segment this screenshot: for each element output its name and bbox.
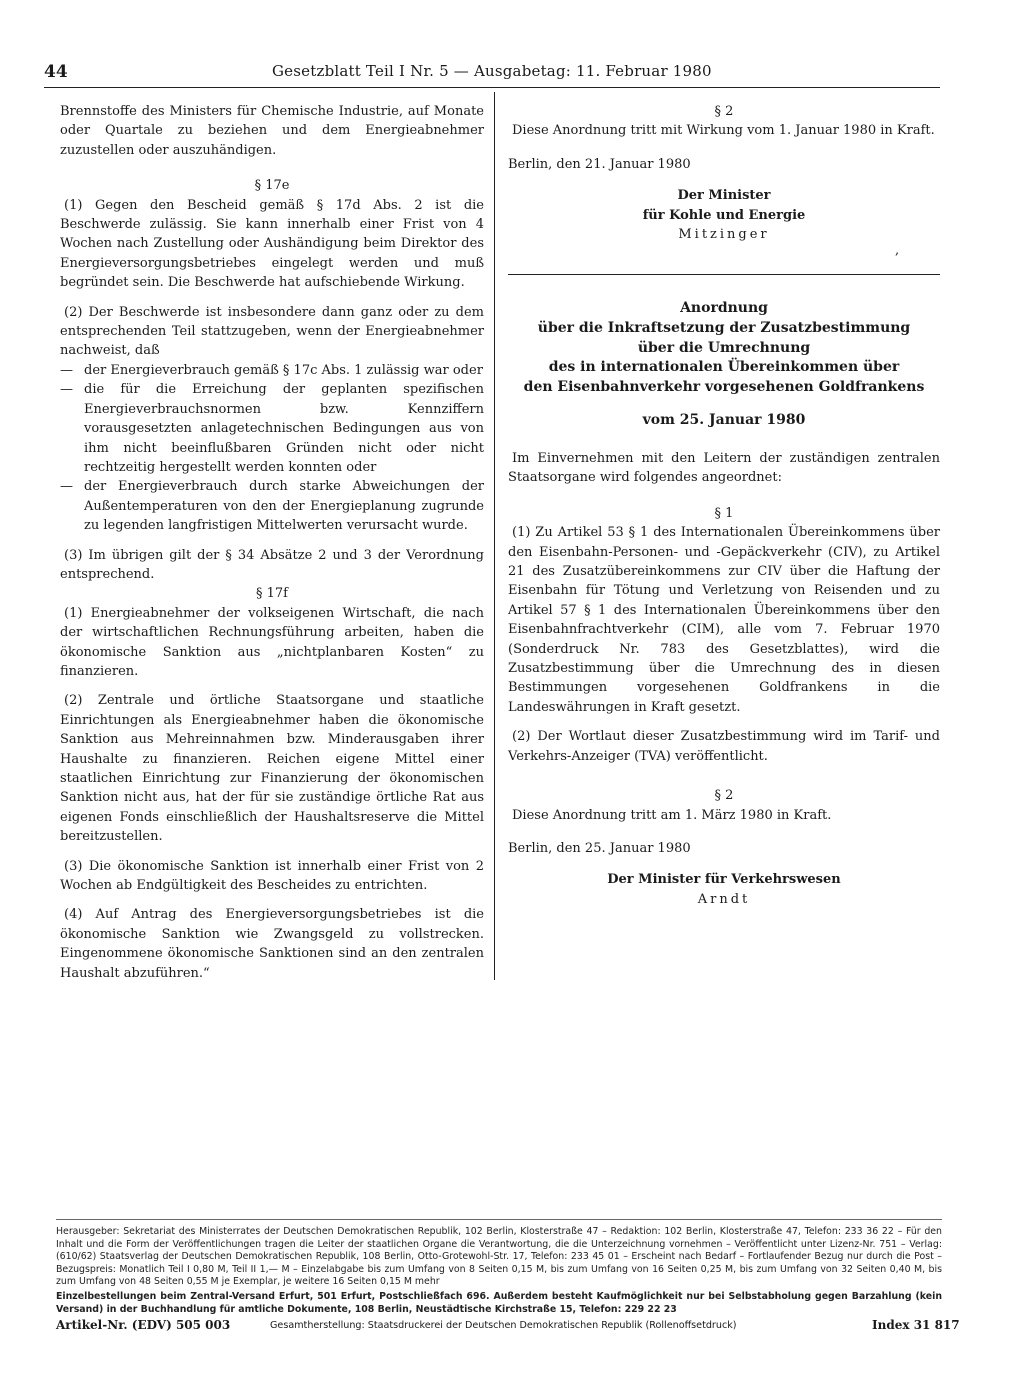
ordinance-title-line: Anordnung	[680, 300, 768, 317]
signature-title: Der Minister	[677, 188, 771, 204]
stray-mark: ,	[895, 243, 900, 258]
paragraph-17f-1: (1) Energieabnehmer der volkseigenen Wirtschaft, die nach der wirtschaftlichen Rechnungsführung arbeiten, haben die ökonomische Sanktion aus „nichtplanbaren Kosten“ zu finanzieren.	[60, 605, 484, 679]
section-heading-1: § 1	[714, 505, 734, 521]
ordinance-date: vom 25. Januar 1980	[642, 412, 806, 429]
signatory-name: Arndt	[697, 891, 751, 907]
running-header: Gesetzblatt Teil I Nr. 5 — Ausgabetag: 11. Februar 1980	[272, 62, 712, 80]
order-info: Einzelbestellungen beim Zentral-Versand Erfurt, 501 Erfurt, Postschließfach 696. Außerdem besteht Kaufmöglichkeit nur bei Selbstabholung gegen Barzahlung (kein Versand) in der Buchhandlung für amtliche Dokumente, 108 Berlin, Neustädtische Kirchstraße 15, Telefon: 229 22 23	[56, 1290, 942, 1315]
article-number: Artikel-Nr. (EDV) 505 003	[56, 1318, 231, 1332]
effective-date-paragraph: Diese Anordnung tritt mit Wirkung vom 1. Januar 1980 in Kraft.	[512, 123, 935, 139]
paragraph-17f-4: (4) Auf Antrag des Energieversorgungsbetriebes ist die ökonomische Sanktion wie Zwangsgeld zu vollstrecken. Eingenommene ökonomische Sanktionen sind an den zentralen Haushalt abzuführen.“	[60, 907, 484, 981]
section-heading-17e: § 17e	[254, 178, 290, 194]
paragraph-17e-2: (2) Der Beschwerde ist insbesondere dann ganz oder zu dem entsprechenden Teil stattzugeben, wenn der Energieabnehmer nachweist, daß	[60, 304, 484, 359]
printer-info: Gesamtherstellung: Staatsdruckerei der Deutschen Demokratischen Republik (Rollenoffsetdruck)	[270, 1320, 737, 1331]
paragraph-17e-1: (1) Gegen den Bescheid gemäß § 17d Abs. 2 ist die Beschwerde zulässig. Sie kann innerhalb einer Frist von 4 Wochen nach Zustellung oder Aushändigung beim Direktor des Energieversorgungsbetriebes eingelegt werden und muß begründet sein. Die Beschwerde hat aufschiebende Wirkung.	[60, 197, 484, 291]
place-date: Berlin, den 21. Januar 1980	[508, 156, 691, 172]
effective-date-paragraph: Diese Anordnung tritt am 1. März 1980 in Kraft.	[512, 807, 832, 823]
right-column	[508, 102, 940, 909]
ordinance-title-line: des in internationalen Übereinkommen über	[548, 359, 900, 376]
imprint-block	[56, 1226, 942, 1316]
paragraph-1-1: (1) Zu Artikel 53 § 1 des Internationalen Übereinkommens über den Eisenbahn-Personen- und -Gepäckverkehr (CIV), zu Artikel 21 des Zusatzübereinkommens zur CIV über die Haftung der Eisenbahn für Tötung und Verletzung von Reisenden und zu Artikel 57 § 1 des Internationalen Übereinkommens über den Eisenbahnfrachtverkehr (CIM), alle vom 7. Februar 1970 (Sonderdruck Nr. 783 des Gesetzblattes), wird die Zusatzbestimmung über die Umrechnung des in diesen Bestimmungen vorgesehenen Goldfrankens in die Landeswährungen in Kraft gesetzt.	[508, 525, 940, 715]
place-date: Berlin, den 25. Januar 1980	[508, 840, 691, 856]
paragraph-17e-3: (3) Im übrigen gilt der § 34 Absätze 2 und 3 der Verordnung entsprechend.	[60, 547, 484, 582]
paragraph-1-2: (2) Der Wortlaut dieser Zusatzbestimmung wird im Tarif- und Verkehrs-Anzeiger (TVA) veröffentlicht.	[508, 729, 940, 764]
left-column	[60, 102, 484, 983]
header-rule	[44, 87, 940, 88]
dash-item: — die für die Erreichung der geplanten spezifischen Energieverbrauchsnormen bzw. Kennziffern vorausgesetzten anlagetechnischen Bedingungen aus von ihm nicht beeinflußbaren Gründen nicht oder nicht rechtzeitig hergestellt werden konnten oder	[60, 382, 484, 475]
dash-item: — der Energieverbrauch gemäß § 17c Abs. 1 zulässig war oder	[60, 362, 483, 378]
section-heading-17f: § 17f	[256, 586, 288, 602]
signature-title: für Kohle und Energie	[642, 207, 806, 223]
footer-rule	[56, 1219, 942, 1220]
page-number: 44	[44, 62, 68, 82]
index-number: Index 31 817	[872, 1318, 960, 1332]
preamble: Im Einvernehmen mit den Leitern der zuständigen zentralen Staatsorgane wird folgendes angeordnet:	[508, 451, 940, 486]
paragraph-17f-3: (3) Die ökonomische Sanktion ist innerhalb einer Frist von 2 Wochen ab Endgültigkeit des Bescheides zu entrichten.	[60, 858, 484, 894]
ordinance-title-line: über die Inkraftsetzung der Zusatzbestimmung	[537, 320, 911, 337]
ordinance-title-line: den Eisenbahnverkehr vorgesehenen Goldfrankens	[523, 378, 925, 395]
intro-paragraph: Brennstoffe des Ministers für Chemische Industrie, auf Monate oder Quartale zu beziehen und dem Energieabnehmer zuzustellen oder auszuhändigen.	[60, 104, 484, 158]
imprint-text: Herausgeber: Sekretariat des Ministerrates der Deutschen Demokratischen Republik, 102 Berlin, Klosterstraße 47 – Redaktion: 102 Berlin, Klosterstraße 47, Telefon: 233 36 22 – Für den Inhalt und die Form der Veröffentlichungen tragen die Leiter der staatlichen Organe die Verantwortung, die die Unterzeichnung vornehmen – Veröffentlicht unter Lizenz-Nr. 751 – Verlag: (610/62) Staatsverlag der Deutschen Demokratischen Republik, 108 Berlin, Otto-Grotewohl-Str. 17, Telefon: 233 45 01 – Erscheint nach Bedarf – Fortlaufender Bezug nur durch die Post – Bezugspreis: Monatlich Teil I 0,80 M, Teil II 1,— M – Einzelabgabe bis zum Umfang von 8 Seiten 0,15 M, bis zum Umfang von 16 Seiten 0,25 M, bis zum Umfang von 32 Seiten 0,40 M, bis zum Umfang von 48 Seiten 0,55 M je Exemplar, je weitere 16 Seiten 0,15 M mehr	[56, 1226, 942, 1288]
column-divider	[494, 92, 495, 980]
section-separator	[508, 274, 940, 275]
section-heading-2: § 2	[714, 104, 734, 119]
signatory-name: Mitzinger	[678, 227, 770, 243]
paragraph-17f-2: (2) Zentrale und örtliche Staatsorgane und staatliche Einrichtungen als Energieabnehmer haben die ökonomische Sanktion aus Mehreinnahmen bzw. Minderausgaben ihrer Haushalte zu finanzieren. Reichen eigene Mittel einer staatlichen Einrichtung zur Finanzierung der ökonomischen Sanktion nicht aus, hat der für sie zuständige örtliche Rat aus eigenen Fonds einschließlich der Haushaltsreserve die Mittel bereitzustellen.	[60, 693, 484, 845]
ordinance-title-line: über die Umrechnung	[637, 339, 811, 356]
dash-item: — der Energieverbrauch durch starke Abweichungen der Außentemperaturen von den der Energieplanung zugrunde zu legenden langfristigen Mittelwerten verursacht wurde.	[60, 479, 484, 534]
section-heading-2b: § 2	[714, 788, 734, 804]
signature-title: Der Minister für Verkehrswesen	[607, 872, 841, 888]
